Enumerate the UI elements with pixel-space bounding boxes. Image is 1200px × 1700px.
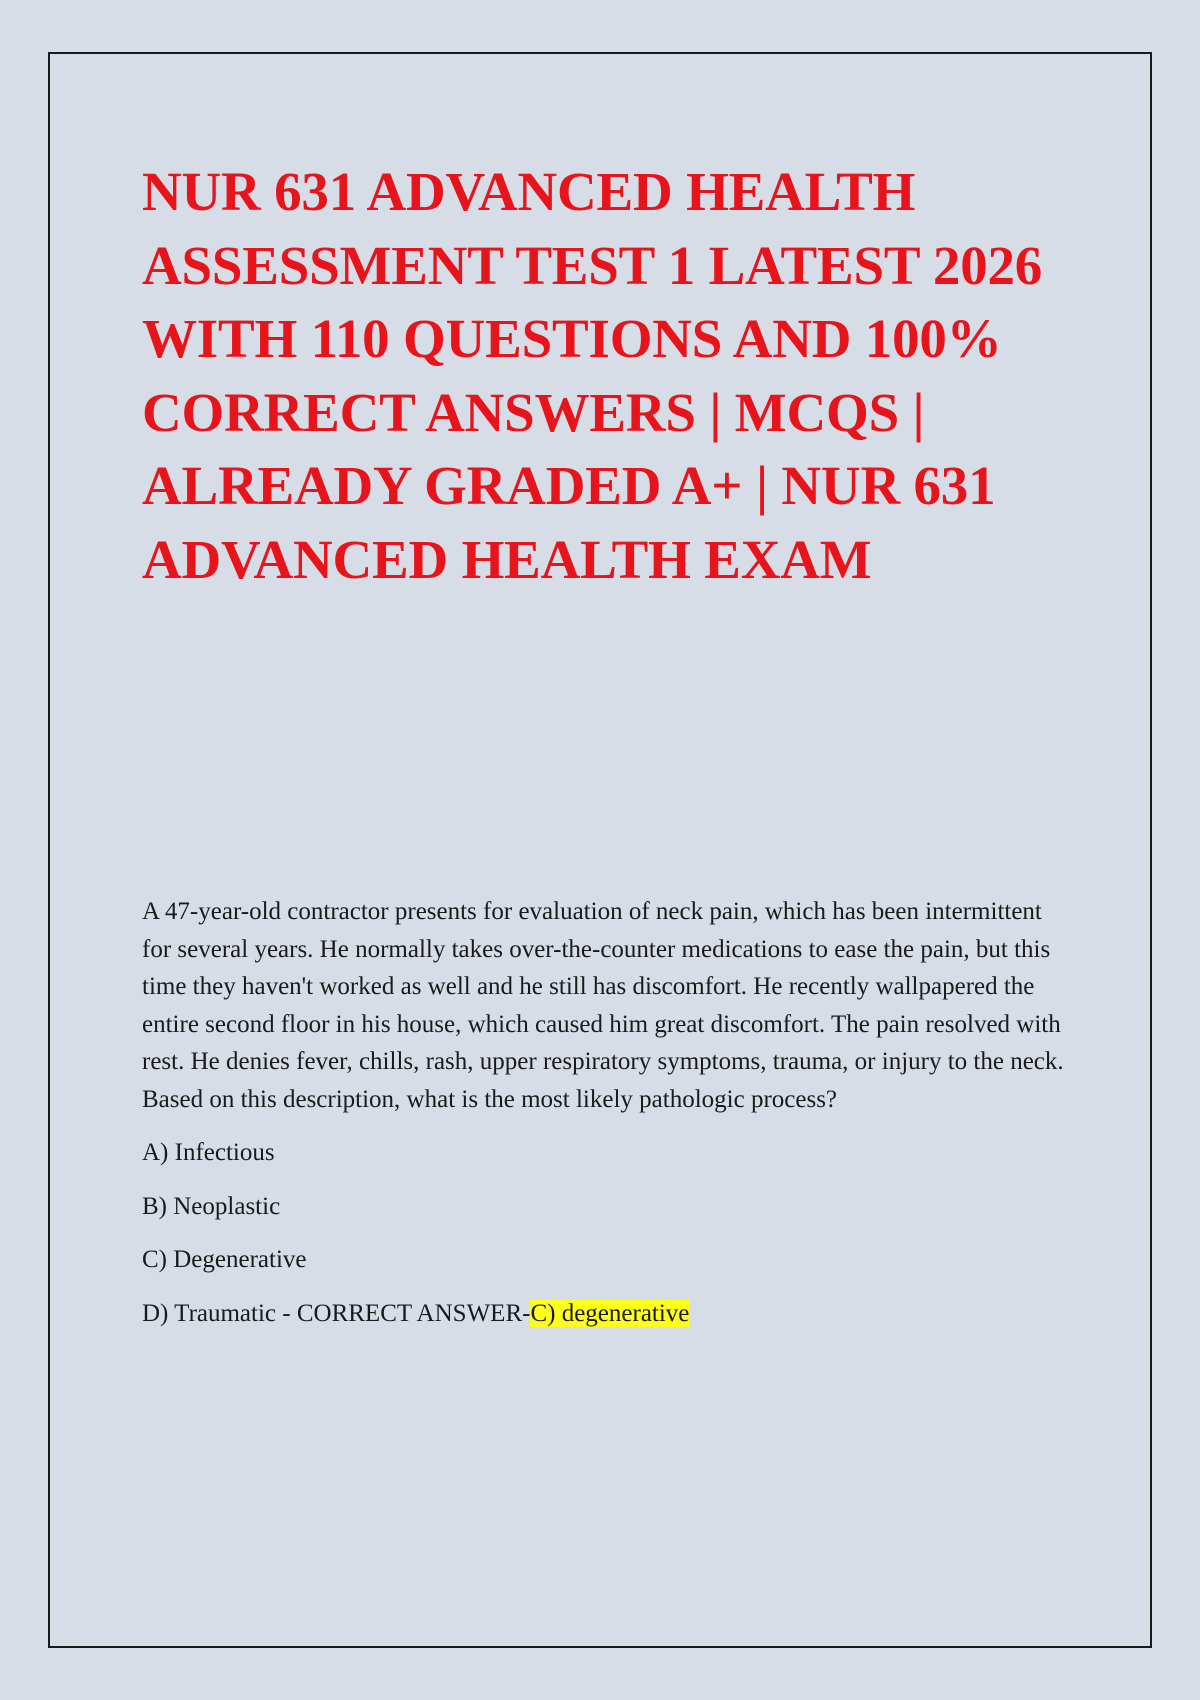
question-block xyxy=(142,893,1072,1348)
option-a: A) Infectious xyxy=(142,1139,275,1166)
document-title: NUR 631 ADVANCED HEALTH ASSESSMENT TEST 1 LATEST 2026 WITH 110 QUESTIONS AND 100% CORRECT ANSWERS | MCQS | ALREADY GRADED A+ | NUR 631 ADVANCED HEALTH EXAM xyxy=(142,161,1043,590)
option-b: B) Neoplastic xyxy=(142,1192,281,1220)
option-c: C) Degenerative xyxy=(142,1246,307,1273)
question-text: A 47-year-old contractor presents for evaluation of neck pain, which has been intermittent for several years. He normally takes over-the-counter medications to ease the pain, but this time they haven't worked as well and he still has discomfort. He recently wallpapered the entire second floor in his house, which caused him great discomfort. The pain resolved with rest. He denies fever, chills, rash, upper respiratory symptoms, trauma, or injury to the neck. Based on this description, what is the most likely pathologic process? xyxy=(142,898,1064,1113)
option-d xyxy=(142,1295,1072,1349)
correct-answer-highlight: C) degenerative xyxy=(530,1299,690,1327)
option-d-label: D) Traumatic - CORRECT ANSWER- xyxy=(142,1299,531,1327)
